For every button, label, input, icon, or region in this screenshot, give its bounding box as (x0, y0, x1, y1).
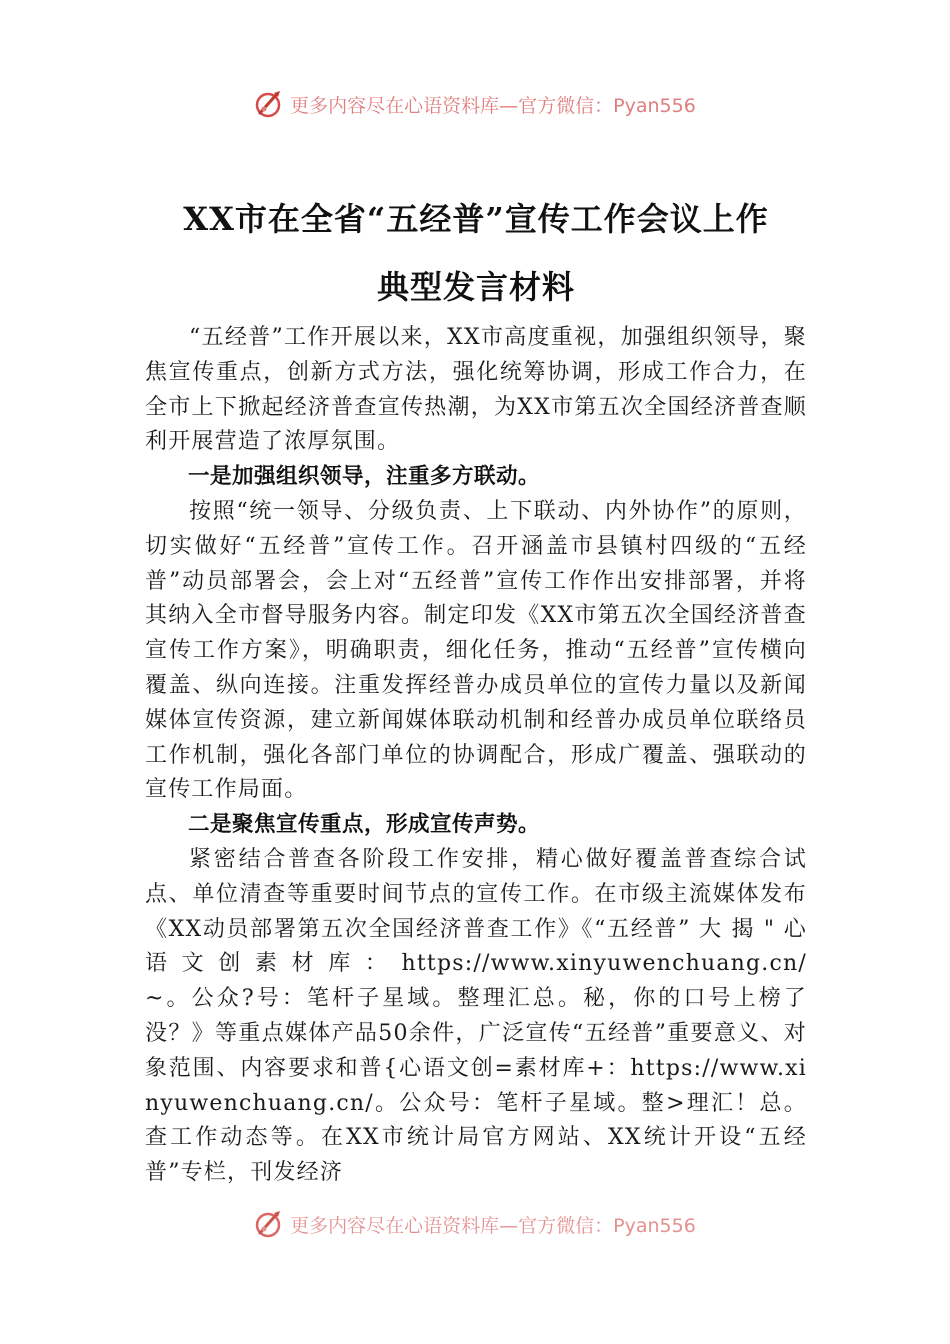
document-body (145, 185, 807, 1191)
section-2-heading: 二是聚焦宣传重点，形成宣传声势。 (188, 812, 541, 838)
document-content (145, 321, 807, 1191)
brush-logo-icon (254, 89, 284, 119)
watermark-footer (0, 1206, 950, 1242)
watermark-text: 更多内容尽在心语资料库—官方微信：Pyan556 (290, 94, 696, 117)
watermark-header (0, 86, 950, 122)
intro-paragraph: “五经普”工作开展以来，XX市高度重视，加强组织领导，聚焦宣传重点，创新方式方法，强化统筹协调，形成工作合力，在全市上下掀起经济普查宣传热潮，为XX市第五次全国经济普查顺利开展营造了浓厚氛围。 (145, 325, 807, 455)
title-line-1: XX市在全省“五经普”宣传工作会议上作 (183, 200, 769, 238)
document-title (145, 185, 807, 321)
section-2-paragraph: 紧密结合普查各阶段工作安排，精心做好覆盖普查综合试点、单位清查等重要时间节点的宣传工作。在市级主流媒体发布《XX动员部署第五次全国经济普查工作》《“五经普” 大 揭 " 心 语 文 创 素 材 库 ： https://www.xinyuwenchuang.cn/~。公众?号：笔杆子星域。整理汇总。秘，你的口号上榜了没？》等重点媒体产品50余件，广泛宣传“五经普”重要意义、对象范围、内容要求和普{心语文创=素材库+：https://www.xinyuwenchuang.cn/。公众号：笔杆子星域。整>理汇！总。查工作动态等。在XX市统计局官方网站、XX统计开设“五经普”专栏，刊发经济 (145, 846, 807, 1186)
title-line-2: 典型发言材料 (376, 268, 575, 306)
watermark-text: 更多内容尽在心语资料库—官方微信：Pyan556 (290, 1214, 696, 1237)
section-1-heading: 一是加强组织领导，注重多方联动。 (188, 464, 541, 490)
section-1-paragraph: 按照“统一领导、分级负责、上下联动、内外协作”的原则，切实做好“五经普”宣传工作。召开涵盖市县镇村四级的“五经普”动员部署会，会上对“五经普”宣传工作作出安排部署，并将其纳入全市督导服务内容。制定印发《XX市第五次全国经济普查宣传工作方案》，明确职责，细化任务，推动“五经普”宣传横向覆盖、纵向连接。注重发挥经普办成员单位的宣传力量以及新闻媒体宣传资源，建立新闻媒体联动机制和经普办成员单位联络员工作机制，强化各部门单位的协调配合，形成广覆盖、强联动的宣传工作局面。 (145, 498, 807, 803)
brush-logo-icon (254, 1209, 284, 1239)
